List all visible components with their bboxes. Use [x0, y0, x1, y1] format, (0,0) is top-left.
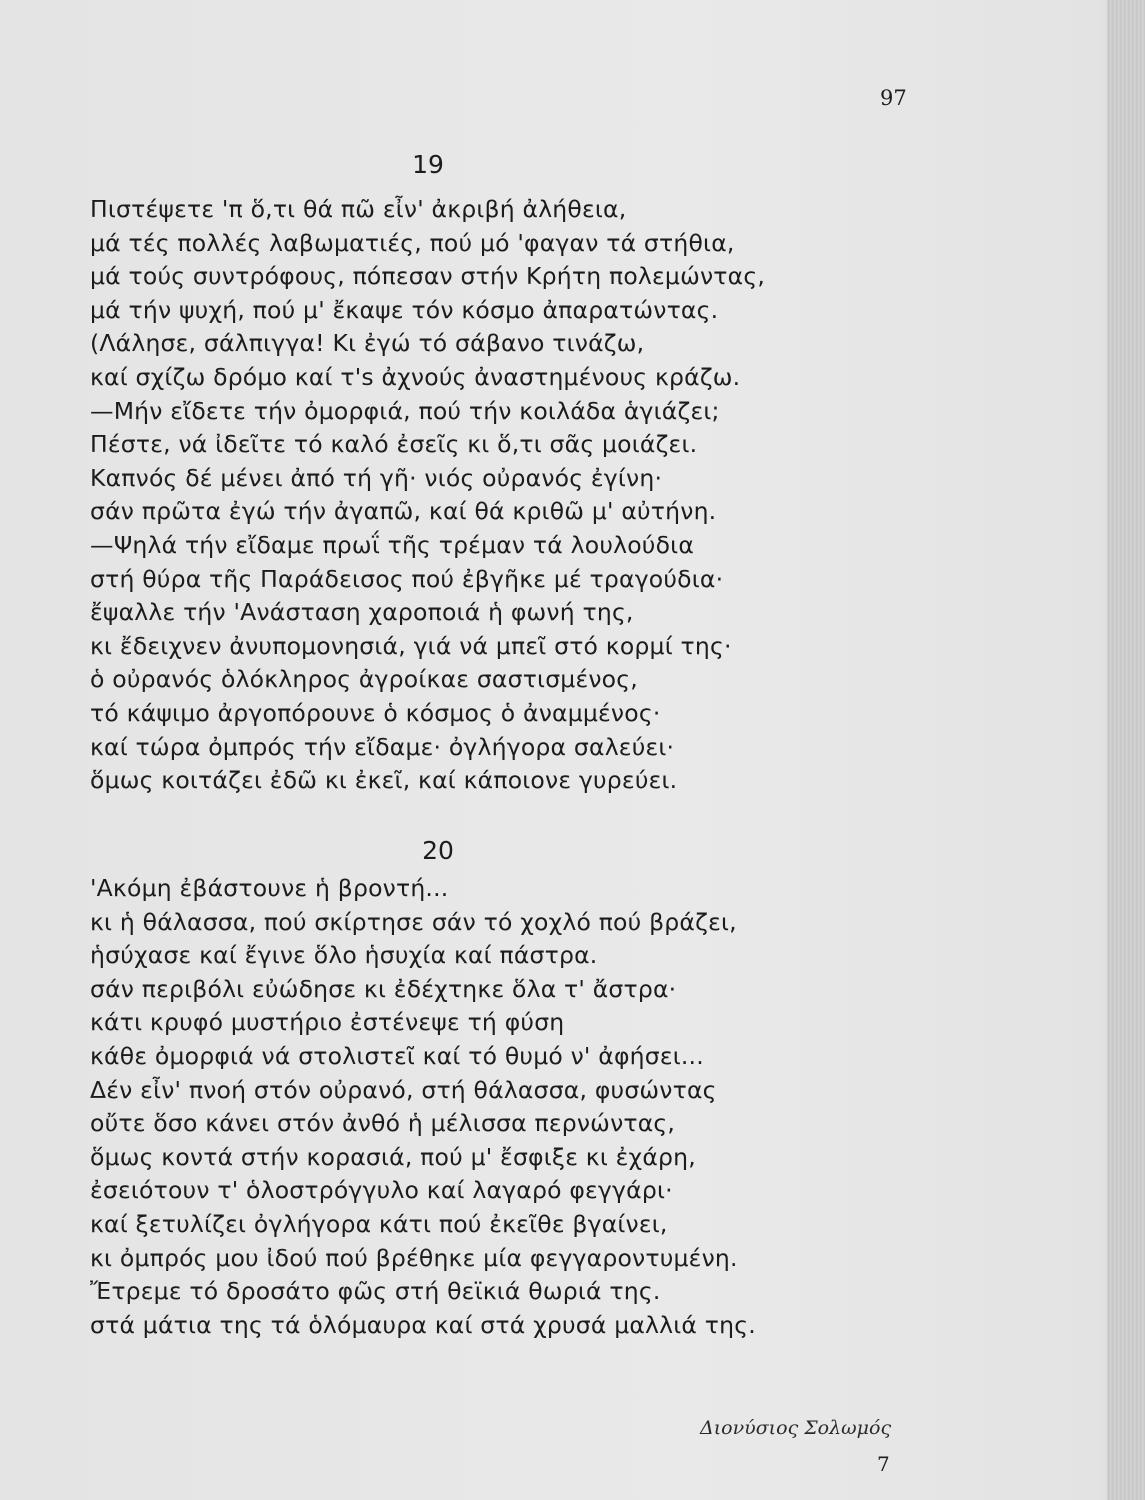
poem-line: ἡσύχασε καί ἔγινε ὅλο ἡσυχία καί πάστρα.	[90, 941, 598, 970]
poem-line: καί ξετυλίζει ὀγλήγορα κάτι πού ἐκεῖθε βγαίνει,	[90, 1209, 668, 1238]
poem-line: Πέστε, νά ἰδεῖτε τό καλό ἐσεῖς κι ὅ,τι σᾶς μοιάζει.	[90, 430, 698, 459]
poem-line: κι ἡ θάλασσα, πού σκίρτησε σάν τό χοχλό πού βράζει,	[90, 907, 737, 936]
poem-line: τό κάψιμο ἀργοπόρουνε ὁ κόσμος ὁ ἀναμμένος·	[90, 698, 661, 727]
poem-line: ἐσειότουν τ' ὁλοστρόγγυλο καί λαγαρό φεγγάρι·	[90, 1176, 673, 1205]
poem-line: κάθε ὀμορφιά νά στολιστεῖ καί τό θυμό ν' ἀφήσει...	[90, 1041, 704, 1070]
poem-line: ὁ οὐρανός ὁλόκληρος ἀγροίκαε σαστισμένος,	[90, 665, 638, 694]
poem-line: στή θύρα τῆς Παράδεισος πού ἐβγῆκε μέ τραγούδια·	[90, 564, 724, 593]
poem-line: Καπνός δέ μένει ἀπό τή γῆ· νιός οὐρανός ἐγίνη·	[90, 463, 663, 492]
poem-line: —Ψηλά τήν εἴδαμε πρωΐ τῆς τρέμαν τά λουλούδια	[90, 530, 695, 559]
author-signature: Διονύσιος Σολωμός	[700, 1417, 892, 1439]
poem-line: Πιστέψετε 'π ὅ,τι θά πῶ εἶν' ἀκριβή ἀλήθεια,	[90, 195, 627, 223]
poem-line: καί τώρα ὀμπρός τήν εἴδαμε· ὀγλήγορα σαλεύει·	[90, 732, 675, 761]
poem-number-19: 19	[412, 150, 444, 179]
poem-line: σάν περιβόλι εὐώδησε κι ἐδέχτηκε ὅλα τ' ἄστρα·	[90, 974, 677, 1003]
poem-line: οὔτε ὅσο κάνει στόν ἀνθό ἡ μέλισσα περνώντας,	[90, 1109, 676, 1138]
poem-line: —Μήν εἴδετε τήν ὀμορφιά, πού τήν κοιλάδα ἁγιάζει;	[90, 396, 720, 425]
page-number: 97	[880, 86, 907, 110]
poem-line: καί σχίζω δρόμο καί τ's ἀχνούς ἀναστημένους κράζω.	[90, 362, 741, 391]
poem-line: Ἔτρεμε τό δροσάτο φῶς στή θεϊκιά θωριά της.	[90, 1277, 661, 1306]
poem-line: σάν πρῶτα ἐγώ τήν ἀγαπῶ, καί θά κριθῶ μ' αὐτήνη.	[90, 497, 717, 526]
page-edge	[1107, 0, 1145, 1500]
poem-line: μά τές πολλές λαβωματιές, πού μό 'φαγαν τά στήθια,	[90, 228, 735, 257]
signature-folio: 7	[877, 1452, 890, 1476]
poem-line: ὅμως κοντά στήν κορασιά, πού μ' ἔσφιξε κι ἐχάρη,	[90, 1142, 696, 1171]
poem-line: κι ἔδειχνεν ἀνυπομονησιά, γιά νά μπεῖ στό κορμί της·	[90, 631, 732, 660]
poem-line: κι ὀμπρός μου ἰδού πού βρέθηκε μία φεγγαροντυμένη.	[90, 1243, 738, 1272]
poem-line: μά τήν ψυχή, πού μ' ἔκαψε τόν κόσμο ἀπαρατώντας.	[90, 295, 719, 324]
poem-line: 'Ακόμη ἐβάστουνε ἡ βροντή...	[90, 874, 449, 902]
poem-number-20: 20	[422, 836, 454, 865]
poem-line: κάτι κρυφό μυστήριο ἐστένεψε τή φύση	[90, 1008, 565, 1037]
poem-line: (Λάλησε, σάλπιγγα! Κι ἐγώ τό σάβανο τινάζω,	[90, 329, 645, 358]
poem-line: ἔψαλλε τήν 'Ανάσταση χαροποιά ἡ φωνή της,	[90, 598, 634, 627]
poem-line: Δέν εἶν' πνοή στόν οὐρανό, στή θάλασσα, φυσώντας	[90, 1075, 717, 1104]
poem-19-text	[90, 193, 850, 798]
poem-line: μά τούς συντρόφους, πόπεσαν στήν Κρήτη πολεμώντας,	[90, 262, 765, 291]
poem-line: ὅμως κοιτάζει ἐδῶ κι ἐκεῖ, καί κάποιονε γυρεύει.	[90, 766, 678, 795]
poem-line: στά μάτια της τά ὁλόμαυρα καί στά χρυσά μαλλιά της.	[90, 1310, 756, 1339]
poem-20-text	[90, 872, 850, 1342]
